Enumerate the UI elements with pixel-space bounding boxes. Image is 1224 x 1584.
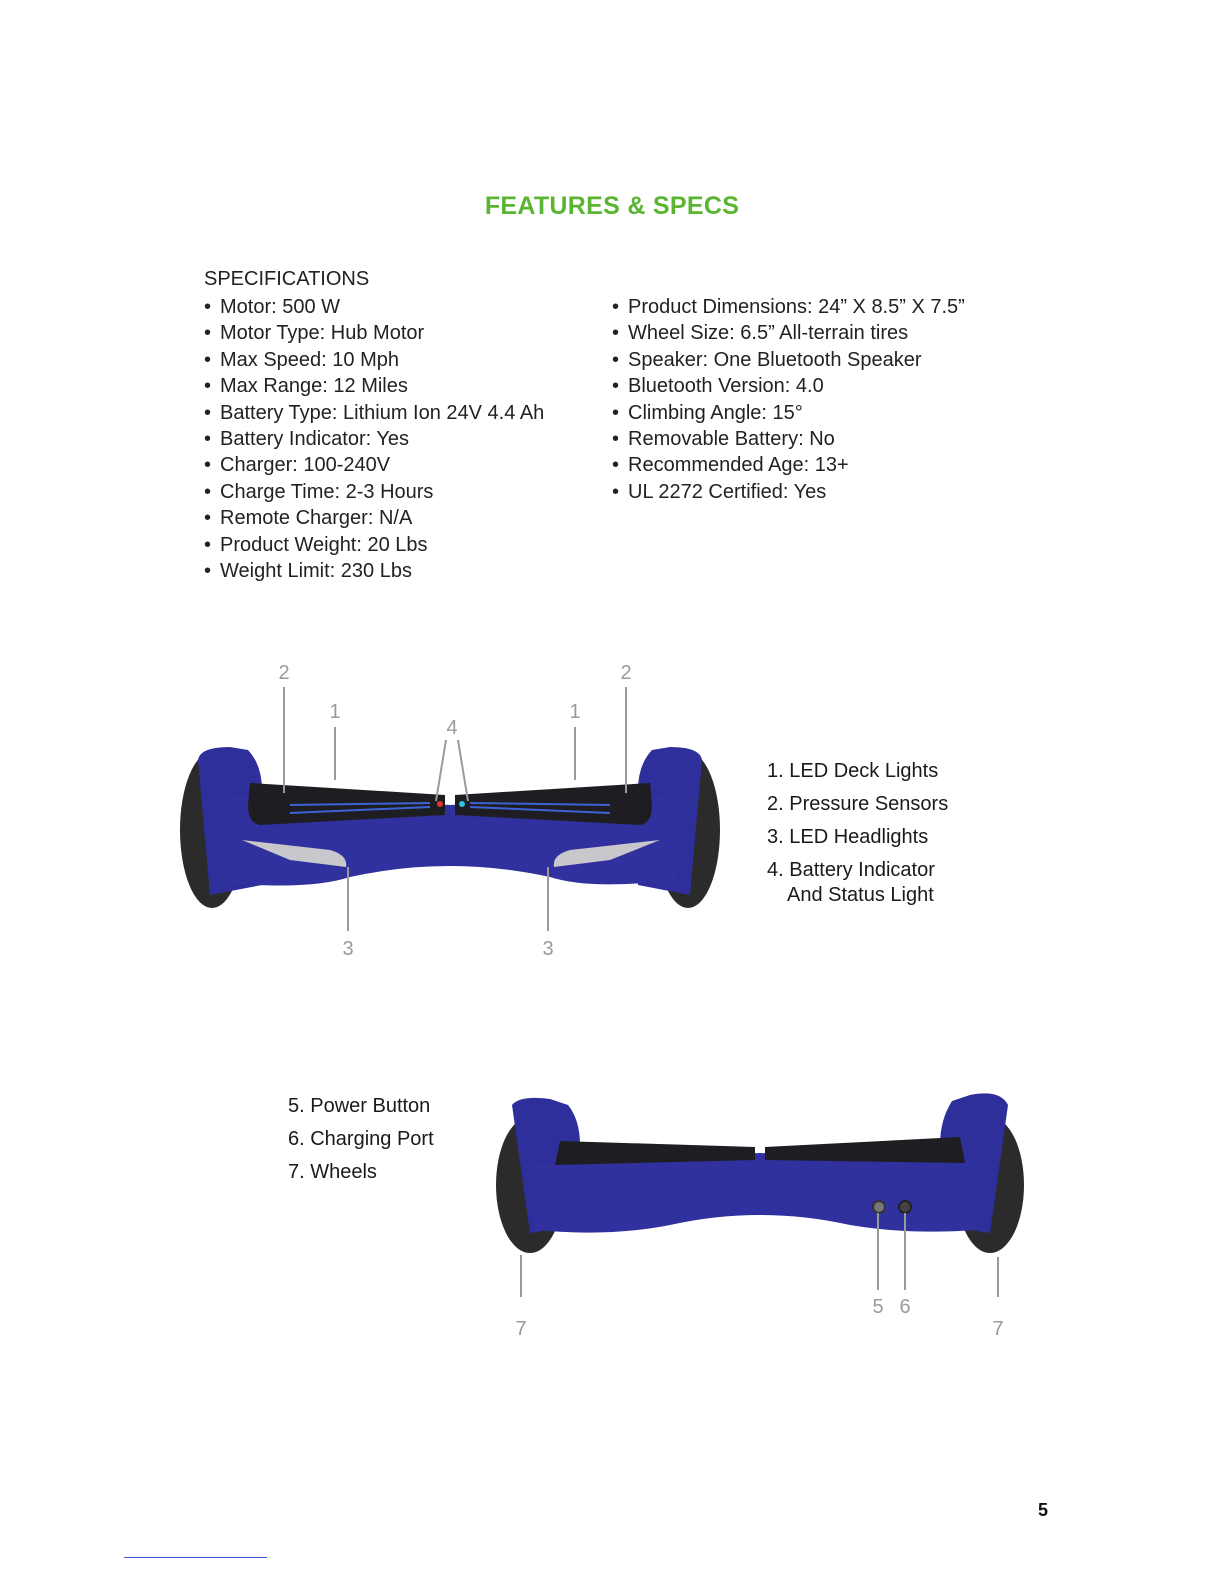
legend-item: 7. Wheels: [288, 1161, 377, 1183]
spec-item: • Wheel Size: 6.5” All-terrain tires: [612, 322, 909, 345]
spec-item: • Remote Charger: N/A: [204, 507, 413, 530]
callout-line: [458, 740, 468, 801]
spec-item: • Charge Time: 2-3 Hours: [204, 480, 434, 503]
spec-item: • Motor Type: Hub Motor: [204, 322, 425, 345]
rear-diagram-legend: [288, 1093, 434, 1192]
callout-number: 3: [542, 938, 554, 960]
callout-line: [436, 740, 446, 801]
callout-number: 5: [872, 1296, 884, 1318]
callout-number: 7: [515, 1318, 527, 1340]
page-number: 5: [1038, 1500, 1049, 1520]
spec-item: • Max Speed: 10 Mph: [204, 348, 399, 371]
charging-port: [899, 1201, 911, 1213]
callout-number: 6: [899, 1296, 911, 1318]
specs-right-column: [612, 294, 965, 505]
callout-number: 1: [569, 701, 581, 723]
spec-item: • Motor: 500 W: [204, 296, 341, 318]
callout-number: 1: [329, 701, 341, 723]
spec-item: • Battery Type: Lithium Ion 24V 4.4 Ah: [204, 401, 545, 424]
spec-item: • Removable Battery: No: [612, 427, 835, 450]
spec-item: • UL 2272 Certified: Yes: [612, 480, 827, 503]
specs-left-column: [204, 294, 544, 584]
spec-item: • Battery Indicator: Yes: [204, 427, 410, 450]
page-title: FEATURES & SPECS: [484, 192, 740, 220]
board-body: [535, 1153, 975, 1233]
spec-item: • Charger: 100-240V: [204, 454, 391, 477]
callout-number: 4: [446, 717, 458, 739]
legend-item: 6. Charging Port: [288, 1128, 434, 1150]
right-deck-pad: [765, 1137, 965, 1163]
hoverboard-rear-diagram: [490, 1085, 1030, 1345]
spec-item: • Product Weight: 20 Lbs: [204, 533, 428, 556]
battery-indicator-light: [437, 801, 443, 807]
callout-number: 7: [992, 1318, 1004, 1340]
status-light: [459, 801, 465, 807]
spec-item: • Climbing Angle: 15°: [612, 401, 803, 424]
callout-number: 3: [342, 938, 354, 960]
front-diagram-legend: [767, 758, 948, 907]
callout-number: 2: [278, 662, 290, 684]
spec-item: • Max Range: 12 Miles: [204, 375, 408, 398]
specifications-heading: SPECIFICATIONS: [204, 268, 370, 290]
legend-item: 4. Battery Indicator And Status Light: [767, 859, 935, 906]
spec-item: • Recommended Age: 13+: [612, 454, 849, 477]
legend-item: 2. Pressure Sensors: [767, 793, 949, 815]
spec-item: • Product Dimensions: 24” X 8.5” X 7.5”: [612, 296, 965, 318]
legend-item: 3. LED Headlights: [767, 826, 929, 848]
spec-item: • Bluetooth Version: 4.0: [612, 375, 824, 398]
hoverboard-front-diagram: [170, 655, 730, 965]
power-button: [873, 1201, 885, 1213]
spec-item: • Weight Limit: 230 Lbs: [204, 559, 412, 582]
legend-item: 5. Power Button: [288, 1095, 431, 1117]
legend-item: 1. LED Deck Lights: [767, 760, 939, 782]
callout-number: 2: [620, 662, 632, 684]
spec-item: • Speaker: One Bluetooth Speaker: [612, 348, 922, 371]
footer-rule: [124, 1557, 267, 1558]
